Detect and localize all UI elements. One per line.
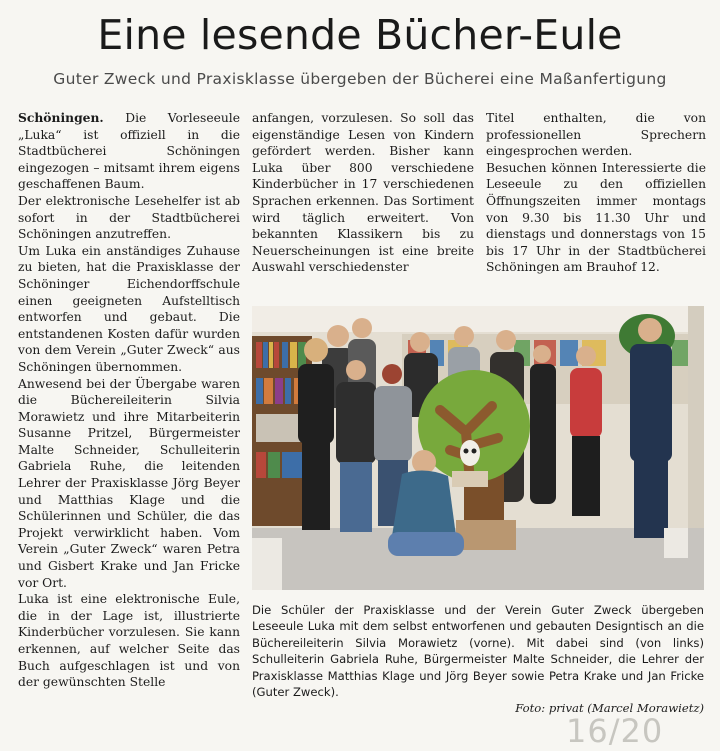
article-column-3 bbox=[486, 110, 706, 276]
photo-credit: Foto: privat (Marcel Morawietz) bbox=[515, 701, 704, 716]
paragraph-6: anfangen, vorzulesen. So soll das eigenständige Lesen von Kindern gefördert werden. Bisher kann Luka über 800 verschiedene Kinderbücher in 17 verschiedenen Sprachen erkennen. Das Sortiment wird täglich erweitert. Von bekannten Klassikern bis zu Neuerscheinungen ist eine breite Auswahl verschiedenster bbox=[252, 111, 474, 275]
paragraph-5: Luka ist eine elektronische Eule, die in der Lage ist, illustrierte Kinderbücher vorzulesen. Sie kann erkennen, auf welcher Seite das Buch aufgeschlagen ist und von der gewünschten Stelle bbox=[18, 592, 240, 690]
article-column-2 bbox=[252, 110, 474, 276]
paragraph-1 bbox=[18, 110, 240, 193]
headline: Eine lesende Bücher-Eule bbox=[97, 11, 623, 59]
dateline: Schöningen. bbox=[18, 110, 104, 125]
article-column-1 bbox=[18, 110, 240, 691]
group-photo bbox=[252, 306, 704, 590]
subheadline: Guter Zweck und Praxisklasse übergeben der Bücherei eine Maßanfertigung bbox=[53, 70, 667, 88]
paragraph-2: Der elektronische Lesehelfer ist ab sofort in der Stadtbücherei Schöningen anzutreffen. bbox=[18, 193, 240, 242]
paragraph-4: Anwesend bei der Übergabe waren die Büchereileiterin Silvia Morawietz und ihre Mitarbeiterin Susanne Pritzel, Bürgermeister Malte Schneider, Schulleiterin Gabriela Ruhe, die leitenden Lehrer der Praxisklasse Jörg Beyer und Matthias Klage und die Schülerinnen und Schüler, die das Projekt verwirklicht haben. Vom Verein „Guter Zweck“ waren Petra und Gisbert Krake und Jan Fricke vor Ort. bbox=[18, 376, 240, 590]
paragraph-8: Besuchen können Interessierte die Leseeule zu den offiziellen Öffnungszeiten immer montags von 9.30 bis 11.30 Uhr und dienstags und donnerstags von 15 bis 17 Uhr in der Stadtbücherei Schöningen am Brauhof 12. bbox=[486, 160, 706, 275]
paragraph-3: Um Luka ein anständiges Zuhause zu bieten, hat die Praxisklasse der Schöninger Eichendorffschule einen geeigneten Aufstelltisch entworfen und gebaut. Die entstandenen Kosten dafür wurden von dem Verein „Guter Zweck“ aus Schöningen übernommen. bbox=[18, 243, 240, 374]
paragraph-7: Titel enthalten, die von professionellen Sprechern eingesprochen werden. bbox=[486, 111, 706, 159]
paragraph-1-text: Die Vorleseeule „Luka“ ist offiziell in die Stadtbücherei Schöningen eingezogen – mitsamt ihrem eigens geschaffenen Baum. bbox=[18, 111, 240, 192]
photo-caption bbox=[252, 602, 704, 717]
page-indicator: 16/20 bbox=[566, 712, 664, 750]
caption-text: Die Schüler der Praxisklasse und der Verein Guter Zweck übergeben Leseeule Luka mit dem selbst entworfenen und gebauten Designtisch an die Büchereileiterin Silvia Morawietz (vorne). Mit dabei sind (von links) Schulleiterin Gabriela Ruhe, Bürgermeister Malte Schneider, die Lehrer der Praxisklasse Matthias Klage und Jörg Beyer sowie Petra Krake und Jan Fricke (Guter Zweck). bbox=[252, 603, 704, 700]
